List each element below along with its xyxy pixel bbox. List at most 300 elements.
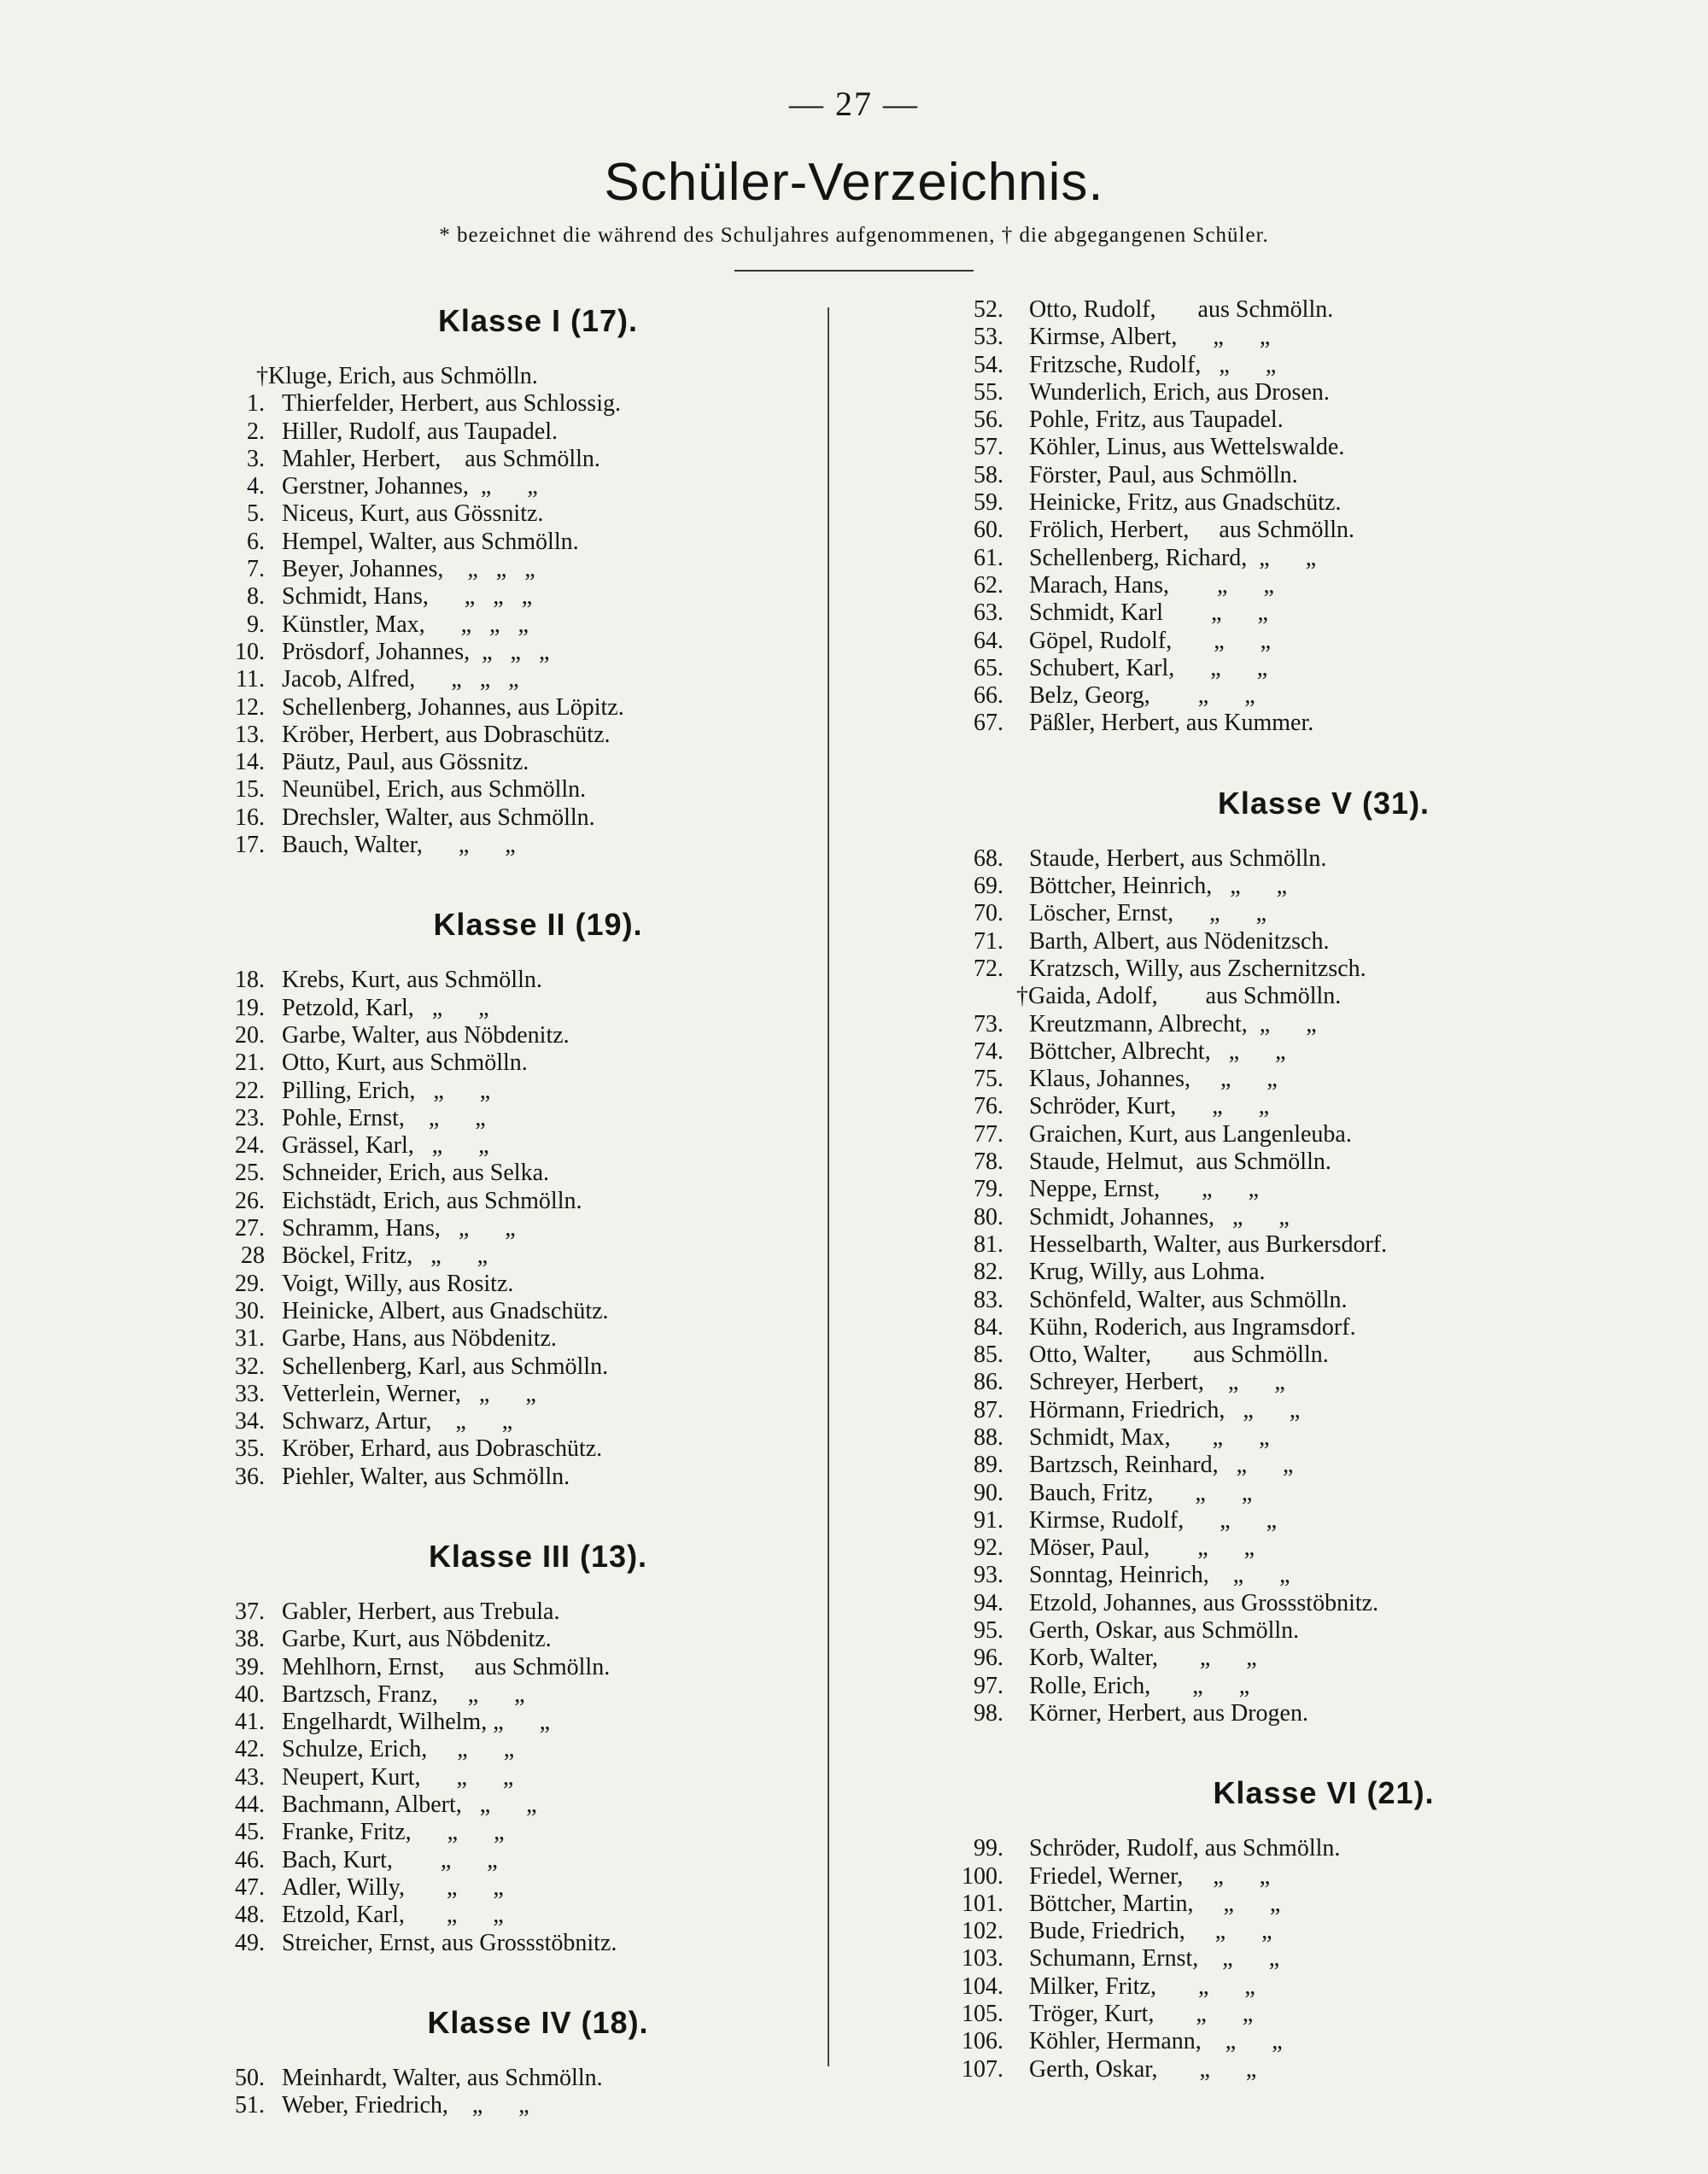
entry-text: Kirmse, Rudolf, „ „ xyxy=(1029,1506,1278,1534)
entry-number: 81. xyxy=(974,1230,1003,1258)
entry-text: Neunübel, Erich, aus Schmölln. xyxy=(282,776,587,804)
student-entry xyxy=(944,2028,1593,2055)
student-entry xyxy=(944,434,1593,461)
entry-number: 65. xyxy=(974,654,1003,681)
entry-number: 13. xyxy=(235,721,265,748)
student-entry xyxy=(944,1507,1593,1534)
entry-text: Pohle, Fritz, aus Taupadel. xyxy=(1029,406,1284,434)
entry-text: Schmidt, Max, „ „ xyxy=(1029,1423,1270,1451)
heading-gap xyxy=(196,2048,820,2065)
entry-number: 17. xyxy=(235,832,265,859)
student-entry xyxy=(944,1424,1593,1452)
entry-text: Otto, Kurt, aus Schmölln. xyxy=(282,1049,528,1077)
entry-text: Adler, Willy, „ „ xyxy=(282,1873,504,1901)
student-entry xyxy=(196,390,820,418)
student-entry xyxy=(196,639,820,666)
entry-number: 96. xyxy=(974,1645,1003,1672)
student-entry xyxy=(944,956,1593,983)
student-entry xyxy=(944,545,1593,572)
entry-text: Löscher, Ernst, „ „ xyxy=(1029,900,1267,927)
entry-text: Schwarz, Artur, „ „ xyxy=(282,1408,513,1435)
entry-text: Böttcher, Heinrich, „ „ xyxy=(1029,873,1288,900)
student-entry xyxy=(944,1645,1593,1672)
heading-gap xyxy=(944,828,1593,845)
entry-text: Schröder, Kurt, „ „ xyxy=(1029,1093,1270,1120)
entry-text: Kühn, Roderich, aus Ingramsdorf. xyxy=(1029,1313,1356,1341)
student-entry xyxy=(196,1381,820,1408)
student-entry xyxy=(944,1534,1593,1562)
entry-text: Garbe, Walter, aus Nöbdenitz. xyxy=(282,1021,570,1049)
entry-text: †Kluge, Erich, aus Schmölln. xyxy=(256,363,538,389)
entry-number: 16. xyxy=(235,804,265,831)
entry-number: 105. xyxy=(962,2001,1003,2028)
entry-number: 37. xyxy=(235,1598,265,1625)
entry-number: 5. xyxy=(247,500,265,528)
student-entry xyxy=(944,845,1593,873)
student-entry xyxy=(944,379,1593,406)
student-entry xyxy=(196,1078,820,1105)
entry-number: 94. xyxy=(974,1589,1003,1616)
entry-number: 2. xyxy=(247,418,265,445)
entry-text: Beyer, Johannes, „ „ „ xyxy=(282,556,535,583)
heading-gap xyxy=(944,1818,1593,1835)
entry-number: 57. xyxy=(974,434,1003,461)
entry-number: 83. xyxy=(974,1286,1003,1313)
student-entry xyxy=(944,1397,1593,1424)
entry-number: 58. xyxy=(974,461,1003,488)
section-gap xyxy=(196,1491,820,1532)
entry-text: Thierfelder, Herbert, aus Schlossig. xyxy=(282,390,621,418)
entry-text: Eichstädt, Erich, aus Schmölln. xyxy=(282,1187,582,1214)
entry-text: Mehlhorn, Ernst, aus Schmölln. xyxy=(282,1653,611,1680)
entry-number: 21. xyxy=(235,1049,265,1077)
entry-number: 78. xyxy=(974,1148,1003,1176)
entry-text: Engelhardt, Wilhelm, „ „ xyxy=(282,1709,551,1736)
student-entry xyxy=(944,682,1593,710)
student-entry xyxy=(944,572,1593,599)
entry-text: Otto, Walter, aus Schmölln. xyxy=(1029,1341,1329,1369)
class-heading: Klasse I (17). xyxy=(437,303,639,338)
student-entry xyxy=(196,666,820,693)
entry-number: 75. xyxy=(974,1066,1003,1093)
entry-text: Förster, Paul, aus Schmölln. xyxy=(1029,461,1298,488)
entry-number: 82. xyxy=(974,1259,1003,1286)
entry-text: Gerstner, Johannes, „ „ xyxy=(282,473,538,500)
left-column xyxy=(196,296,820,2119)
entry-number: 7. xyxy=(247,556,265,583)
entry-text: Staude, Herbert, aus Schmölln. xyxy=(1029,844,1327,872)
entry-text: Neupert, Kurt, „ „ xyxy=(282,1763,514,1791)
student-entry xyxy=(196,749,820,776)
entry-text: Körner, Herbert, aus Drogen. xyxy=(1029,1699,1308,1727)
entry-number: 36. xyxy=(235,1463,265,1490)
entry-number: 40. xyxy=(235,1680,265,1708)
entry-number: 90. xyxy=(974,1479,1003,1506)
entry-text: Streicher, Ernst, aus Grossstöbnitz. xyxy=(282,1929,617,1956)
entry-text: Schramm, Hans, „ „ xyxy=(282,1215,516,1242)
section-gap xyxy=(196,859,820,900)
entry-text: Schreyer, Herbert, „ „ xyxy=(1029,1369,1285,1396)
student-entry xyxy=(196,1709,820,1736)
entry-text: Hempel, Walter, aus Schmölln. xyxy=(282,528,579,555)
entry-number: 74. xyxy=(974,1037,1003,1065)
entry-text: Tröger, Kurt, „ „ xyxy=(1029,2001,1254,2028)
student-entry xyxy=(196,1105,820,1132)
entry-number: 29. xyxy=(235,1270,265,1297)
entry-number: 95. xyxy=(974,1617,1003,1645)
entry-number: 55. xyxy=(974,378,1003,406)
entry-text: Marach, Hans, „ „ xyxy=(1029,571,1274,599)
student-entry xyxy=(944,1314,1593,1341)
entry-text: Kröber, Erhard, aus Dobraschütz. xyxy=(282,1435,603,1463)
entry-text: Hiller, Rudolf, aus Taupadel. xyxy=(282,418,558,445)
entry-text: Barth, Albert, aus Nödenitzsch. xyxy=(1029,927,1330,955)
entry-number: 80. xyxy=(974,1203,1003,1230)
entry-number: 6. xyxy=(247,528,265,555)
student-entry xyxy=(196,363,820,390)
entry-number: 104. xyxy=(962,1972,1003,2000)
entry-text: Hörmann, Friedrich, „ „ xyxy=(1029,1396,1301,1423)
heading-gap xyxy=(196,1581,820,1598)
entry-number: 10. xyxy=(235,638,265,665)
entry-number: 61. xyxy=(974,544,1003,571)
entry-text: Gerth, Oskar, „ „ xyxy=(1029,2055,1257,2083)
student-entry xyxy=(944,1673,1593,1700)
student-entry xyxy=(944,1973,1593,2001)
entry-text: Etzold, Johannes, aus Grossstöbnitz. xyxy=(1029,1589,1379,1616)
entry-text: Grässel, Karl, „ „ xyxy=(282,1132,489,1160)
entry-text: Köhler, Hermann, „ „ xyxy=(1029,2028,1283,2055)
entry-number: 79. xyxy=(974,1176,1003,1203)
title-rule xyxy=(734,270,974,272)
entry-text: Päutz, Paul, aus Gössnitz. xyxy=(282,749,529,776)
entry-number: 24. xyxy=(235,1132,265,1160)
entry-text: Franke, Fritz, „ „ xyxy=(282,1819,505,1846)
entry-text: Bauch, Fritz, „ „ xyxy=(1029,1479,1253,1506)
student-entry xyxy=(196,583,820,611)
student-entry xyxy=(944,1259,1593,1286)
entry-number: 9. xyxy=(247,611,265,638)
entry-number: 45. xyxy=(235,1819,265,1846)
entry-number: 3. xyxy=(247,445,265,472)
student-entry xyxy=(196,1791,820,1819)
entry-number: 56. xyxy=(974,406,1003,434)
entry-number: 46. xyxy=(235,1846,265,1873)
entry-number: 4. xyxy=(247,473,265,500)
entry-text: Bachmann, Albert, „ „ xyxy=(282,1791,537,1819)
entry-text: Gabler, Herbert, aus Trebula. xyxy=(282,1598,560,1625)
entry-text: Bartzsch, Reinhard, „ „ xyxy=(1029,1452,1294,1479)
entry-text: Päßler, Herbert, aus Kummer. xyxy=(1029,710,1314,737)
student-entry xyxy=(944,1038,1593,1066)
student-entry xyxy=(944,983,1593,1010)
student-entry xyxy=(944,873,1593,900)
entry-number: 1. xyxy=(247,390,265,418)
student-entry xyxy=(196,500,820,528)
student-entry xyxy=(944,1590,1593,1617)
entry-text: Göpel, Rudolf, „ „ xyxy=(1029,627,1272,654)
entry-number: 92. xyxy=(974,1534,1003,1562)
entry-number: 31. xyxy=(235,1325,265,1353)
student-entry xyxy=(196,1847,820,1874)
entry-text: Schmidt, Hans, „ „ „ xyxy=(282,583,533,611)
entry-text: Garbe, Kurt, aus Nöbdenitz. xyxy=(282,1626,552,1653)
entry-text: Kröber, Herbert, aus Dobraschütz. xyxy=(282,721,611,748)
entry-number: 35. xyxy=(235,1435,265,1463)
entry-text: Graichen, Kurt, aus Langenleuba. xyxy=(1029,1120,1352,1148)
entry-number: 42. xyxy=(235,1736,265,1763)
entry-text: Friedel, Werner, „ „ xyxy=(1029,1862,1271,1890)
entry-number: 72. xyxy=(974,955,1003,982)
section-gap xyxy=(944,1727,1593,1768)
entry-text: Neppe, Ernst, „ „ xyxy=(1029,1176,1260,1203)
section-gap xyxy=(944,738,1593,779)
student-entry xyxy=(944,928,1593,956)
entry-number: 49. xyxy=(235,1929,265,1956)
entry-number: 62. xyxy=(974,571,1003,599)
entry-number: 106. xyxy=(962,2028,1003,2055)
class-heading: Klasse VI (21). xyxy=(1213,1775,1435,1811)
student-entry xyxy=(944,1700,1593,1727)
student-entry xyxy=(944,1011,1593,1038)
student-entry xyxy=(944,1891,1593,1918)
entry-number: 34. xyxy=(235,1408,265,1435)
entry-number: 39. xyxy=(235,1653,265,1680)
entry-text: Klaus, Johannes, „ „ xyxy=(1029,1066,1278,1093)
entry-text: Etzold, Karl, „ „ xyxy=(282,1902,504,1929)
entry-text: Otto, Rudolf, aus Schmölln. xyxy=(1029,296,1334,323)
entry-text: Schellenberg, Johannes, aus Löpitz. xyxy=(282,693,624,721)
entry-text: Belz, Georg, „ „ xyxy=(1029,682,1255,710)
entry-text: Staude, Helmut, aus Schmölln. xyxy=(1029,1148,1331,1176)
entry-number: 84. xyxy=(974,1313,1003,1341)
entry-number: 50. xyxy=(235,2064,265,2091)
student-entry xyxy=(944,1231,1593,1259)
entry-text: Fritzsche, Rudolf, „ „ xyxy=(1029,351,1277,378)
student-entry xyxy=(944,1918,1593,1945)
entry-text: Schönfeld, Walter, aus Schmölln. xyxy=(1029,1286,1348,1313)
entry-text: Krebs, Kurt, aus Schmölln. xyxy=(282,967,542,994)
entry-text: Drechsler, Walter, aus Schmölln. xyxy=(282,804,595,831)
entry-number: 93. xyxy=(974,1562,1003,1589)
entry-text: Schubert, Karl, „ „ xyxy=(1029,654,1268,681)
entry-text: Schröder, Rudolf, aus Schmölln. xyxy=(1029,1835,1341,1862)
entry-number: 59. xyxy=(974,489,1003,517)
section-gap xyxy=(196,1957,820,1998)
entry-text: Schmidt, Karl „ „ xyxy=(1029,599,1268,627)
entry-number: 89. xyxy=(974,1452,1003,1479)
student-entry xyxy=(196,722,820,749)
student-entry xyxy=(196,418,820,446)
student-entry xyxy=(196,1464,820,1491)
entry-number: 88. xyxy=(974,1423,1003,1451)
entry-text: Garbe, Hans, aus Nöbdenitz. xyxy=(282,1325,557,1353)
student-entry xyxy=(944,655,1593,682)
entry-text: Kratzsch, Willy, aus Zschernitzsch. xyxy=(1029,955,1366,982)
student-entry xyxy=(944,1617,1593,1645)
entry-text: Köhler, Linus, aus Wettelswalde. xyxy=(1029,434,1345,461)
entry-text: Bartzsch, Franz, „ „ xyxy=(282,1680,525,1708)
student-entry xyxy=(196,1188,820,1215)
entry-number: 18. xyxy=(235,967,265,994)
student-entry xyxy=(944,406,1593,434)
student-entry xyxy=(196,1435,820,1463)
entry-text: Böttcher, Martin, „ „ xyxy=(1029,1890,1281,1917)
entry-number: 102. xyxy=(962,1918,1003,1945)
entry-number: 71. xyxy=(974,927,1003,955)
entry-number: 98. xyxy=(974,1699,1003,1727)
student-entry xyxy=(944,1369,1593,1396)
entry-text: †Gaida, Adolf, aus Schmölln. xyxy=(1016,983,1342,1010)
student-entry xyxy=(196,694,820,722)
entry-text: Heinicke, Albert, aus Gnadschütz. xyxy=(282,1297,609,1324)
entry-text: Weber, Friedrich, „ „ xyxy=(282,2092,529,2119)
page-number: — 27 — xyxy=(789,85,919,123)
entry-number: 77. xyxy=(974,1120,1003,1148)
student-entry xyxy=(944,1480,1593,1507)
entry-text: Mahler, Herbert, aus Schmölln. xyxy=(282,445,600,472)
entry-number: 60. xyxy=(974,517,1003,544)
entry-number: 19. xyxy=(235,994,265,1021)
student-entry xyxy=(944,1945,1593,1972)
entry-number: 44. xyxy=(235,1791,265,1819)
entry-text: Petzold, Karl, „ „ xyxy=(282,994,489,1021)
student-entry xyxy=(944,517,1593,544)
student-entry xyxy=(196,1654,820,1681)
student-entry xyxy=(196,995,820,1022)
right-column xyxy=(944,296,1593,2083)
entry-number: 103. xyxy=(962,1945,1003,1972)
entry-number: 12. xyxy=(235,693,265,721)
student-entry xyxy=(196,1902,820,1929)
class-heading: Klasse V (31). xyxy=(1217,785,1430,821)
entry-text: Meinhardt, Walter, aus Schmölln. xyxy=(282,2064,603,2091)
entry-text: Prösdorf, Johannes, „ „ „ xyxy=(282,638,550,665)
entry-text: Piehler, Walter, aus Schmölln. xyxy=(282,1463,570,1490)
student-entry xyxy=(944,1341,1593,1369)
entry-text: Hesselbarth, Walter, aus Burkersdorf. xyxy=(1029,1230,1388,1258)
entry-text: Bude, Friedrich, „ „ xyxy=(1029,1918,1272,1945)
entry-number: 76. xyxy=(974,1093,1003,1120)
entry-number: 14. xyxy=(235,749,265,776)
entry-number: 26. xyxy=(235,1187,265,1214)
entry-number: 86. xyxy=(974,1369,1003,1396)
entry-text: Voigt, Willy, aus Rositz. xyxy=(282,1270,514,1297)
entry-text: Heinicke, Fritz, aus Gnadschütz. xyxy=(1029,489,1342,517)
entry-number: 33. xyxy=(235,1380,265,1407)
student-entry xyxy=(196,1132,820,1160)
entry-text: Böttcher, Albrecht, „ „ xyxy=(1029,1037,1286,1065)
student-entry xyxy=(196,1626,820,1653)
entry-number: 48. xyxy=(235,1902,265,1929)
student-entry xyxy=(196,1408,820,1435)
student-entry xyxy=(944,2056,1593,2083)
student-entry xyxy=(944,1066,1593,1093)
entry-text: Kreutzmann, Albrecht, „ „ xyxy=(1029,1010,1317,1037)
student-entry xyxy=(196,1681,820,1709)
student-entry xyxy=(944,1562,1593,1589)
student-entry xyxy=(944,324,1593,351)
entry-number: 22. xyxy=(235,1077,265,1104)
entry-text: Künstler, Max, „ „ „ xyxy=(282,611,529,638)
student-entry xyxy=(196,473,820,500)
entry-text: Jacob, Alfred, „ „ „ xyxy=(282,666,519,693)
student-entry xyxy=(944,1287,1593,1314)
student-entry xyxy=(944,599,1593,627)
entry-text: Gerth, Oskar, aus Schmölln. xyxy=(1029,1617,1300,1645)
entry-text: Niceus, Kurt, aus Gössnitz. xyxy=(282,500,544,528)
student-entry xyxy=(196,1271,820,1298)
entry-number: 69. xyxy=(974,873,1003,900)
entry-text: Rolle, Erich, „ „ xyxy=(1029,1672,1250,1699)
entry-number: 43. xyxy=(235,1763,265,1791)
entry-text: Vetterlein, Werner, „ „ xyxy=(282,1380,536,1407)
student-entry xyxy=(196,1049,820,1077)
entry-text: Kirmse, Albert, „ „ xyxy=(1029,324,1271,351)
entry-number: 70. xyxy=(974,900,1003,927)
entry-number: 20. xyxy=(235,1021,265,1049)
entry-number: 64. xyxy=(974,627,1003,654)
entry-number: 63. xyxy=(974,599,1003,627)
entry-text: Korb, Walter, „ „ xyxy=(1029,1645,1257,1672)
student-entry xyxy=(196,1298,820,1325)
student-entry xyxy=(944,462,1593,489)
entry-number: 85. xyxy=(974,1341,1003,1369)
student-entry xyxy=(196,1764,820,1791)
student-entry xyxy=(196,1353,820,1381)
student-entry xyxy=(944,1835,1593,1862)
student-entry xyxy=(944,710,1593,737)
student-entry xyxy=(196,446,820,473)
student-entry xyxy=(944,1176,1593,1203)
entry-text: Krug, Willy, aus Lohma. xyxy=(1029,1259,1266,1286)
entry-number: 47. xyxy=(235,1873,265,1901)
entry-number: 91. xyxy=(974,1506,1003,1534)
student-entry xyxy=(196,1022,820,1049)
entry-number: 87. xyxy=(974,1396,1003,1423)
student-entry xyxy=(196,967,820,994)
column-divider xyxy=(828,307,829,2066)
entry-number: 99. xyxy=(974,1835,1003,1862)
student-entry xyxy=(196,529,820,556)
entry-number: 53. xyxy=(974,324,1003,351)
entry-number: 101. xyxy=(962,1890,1003,1917)
entry-number: 41. xyxy=(235,1709,265,1736)
entry-number: 67. xyxy=(974,710,1003,737)
heading-gap xyxy=(196,950,820,967)
entry-number: 54. xyxy=(974,351,1003,378)
student-entry xyxy=(196,1930,820,1957)
entry-number: 28 xyxy=(241,1242,265,1270)
entry-number: 38. xyxy=(235,1626,265,1653)
class-heading: Klasse II (19). xyxy=(433,907,643,943)
student-entry xyxy=(944,2001,1593,2028)
entry-number: 100. xyxy=(962,1862,1003,1890)
student-entry xyxy=(944,1148,1593,1176)
student-entry xyxy=(196,1874,820,1902)
entry-number: 68. xyxy=(974,844,1003,872)
student-entry xyxy=(196,556,820,583)
entry-text: Schumann, Ernst, „ „ xyxy=(1029,1945,1280,1972)
student-entry xyxy=(196,1215,820,1242)
student-entry xyxy=(944,1863,1593,1891)
student-entry xyxy=(196,1598,820,1626)
entry-text: Frölich, Herbert, aus Schmölln. xyxy=(1029,517,1355,544)
student-entry xyxy=(944,1204,1593,1231)
entry-number: 107. xyxy=(962,2055,1003,2083)
student-entry xyxy=(196,2065,820,2092)
student-entry xyxy=(196,1242,820,1270)
